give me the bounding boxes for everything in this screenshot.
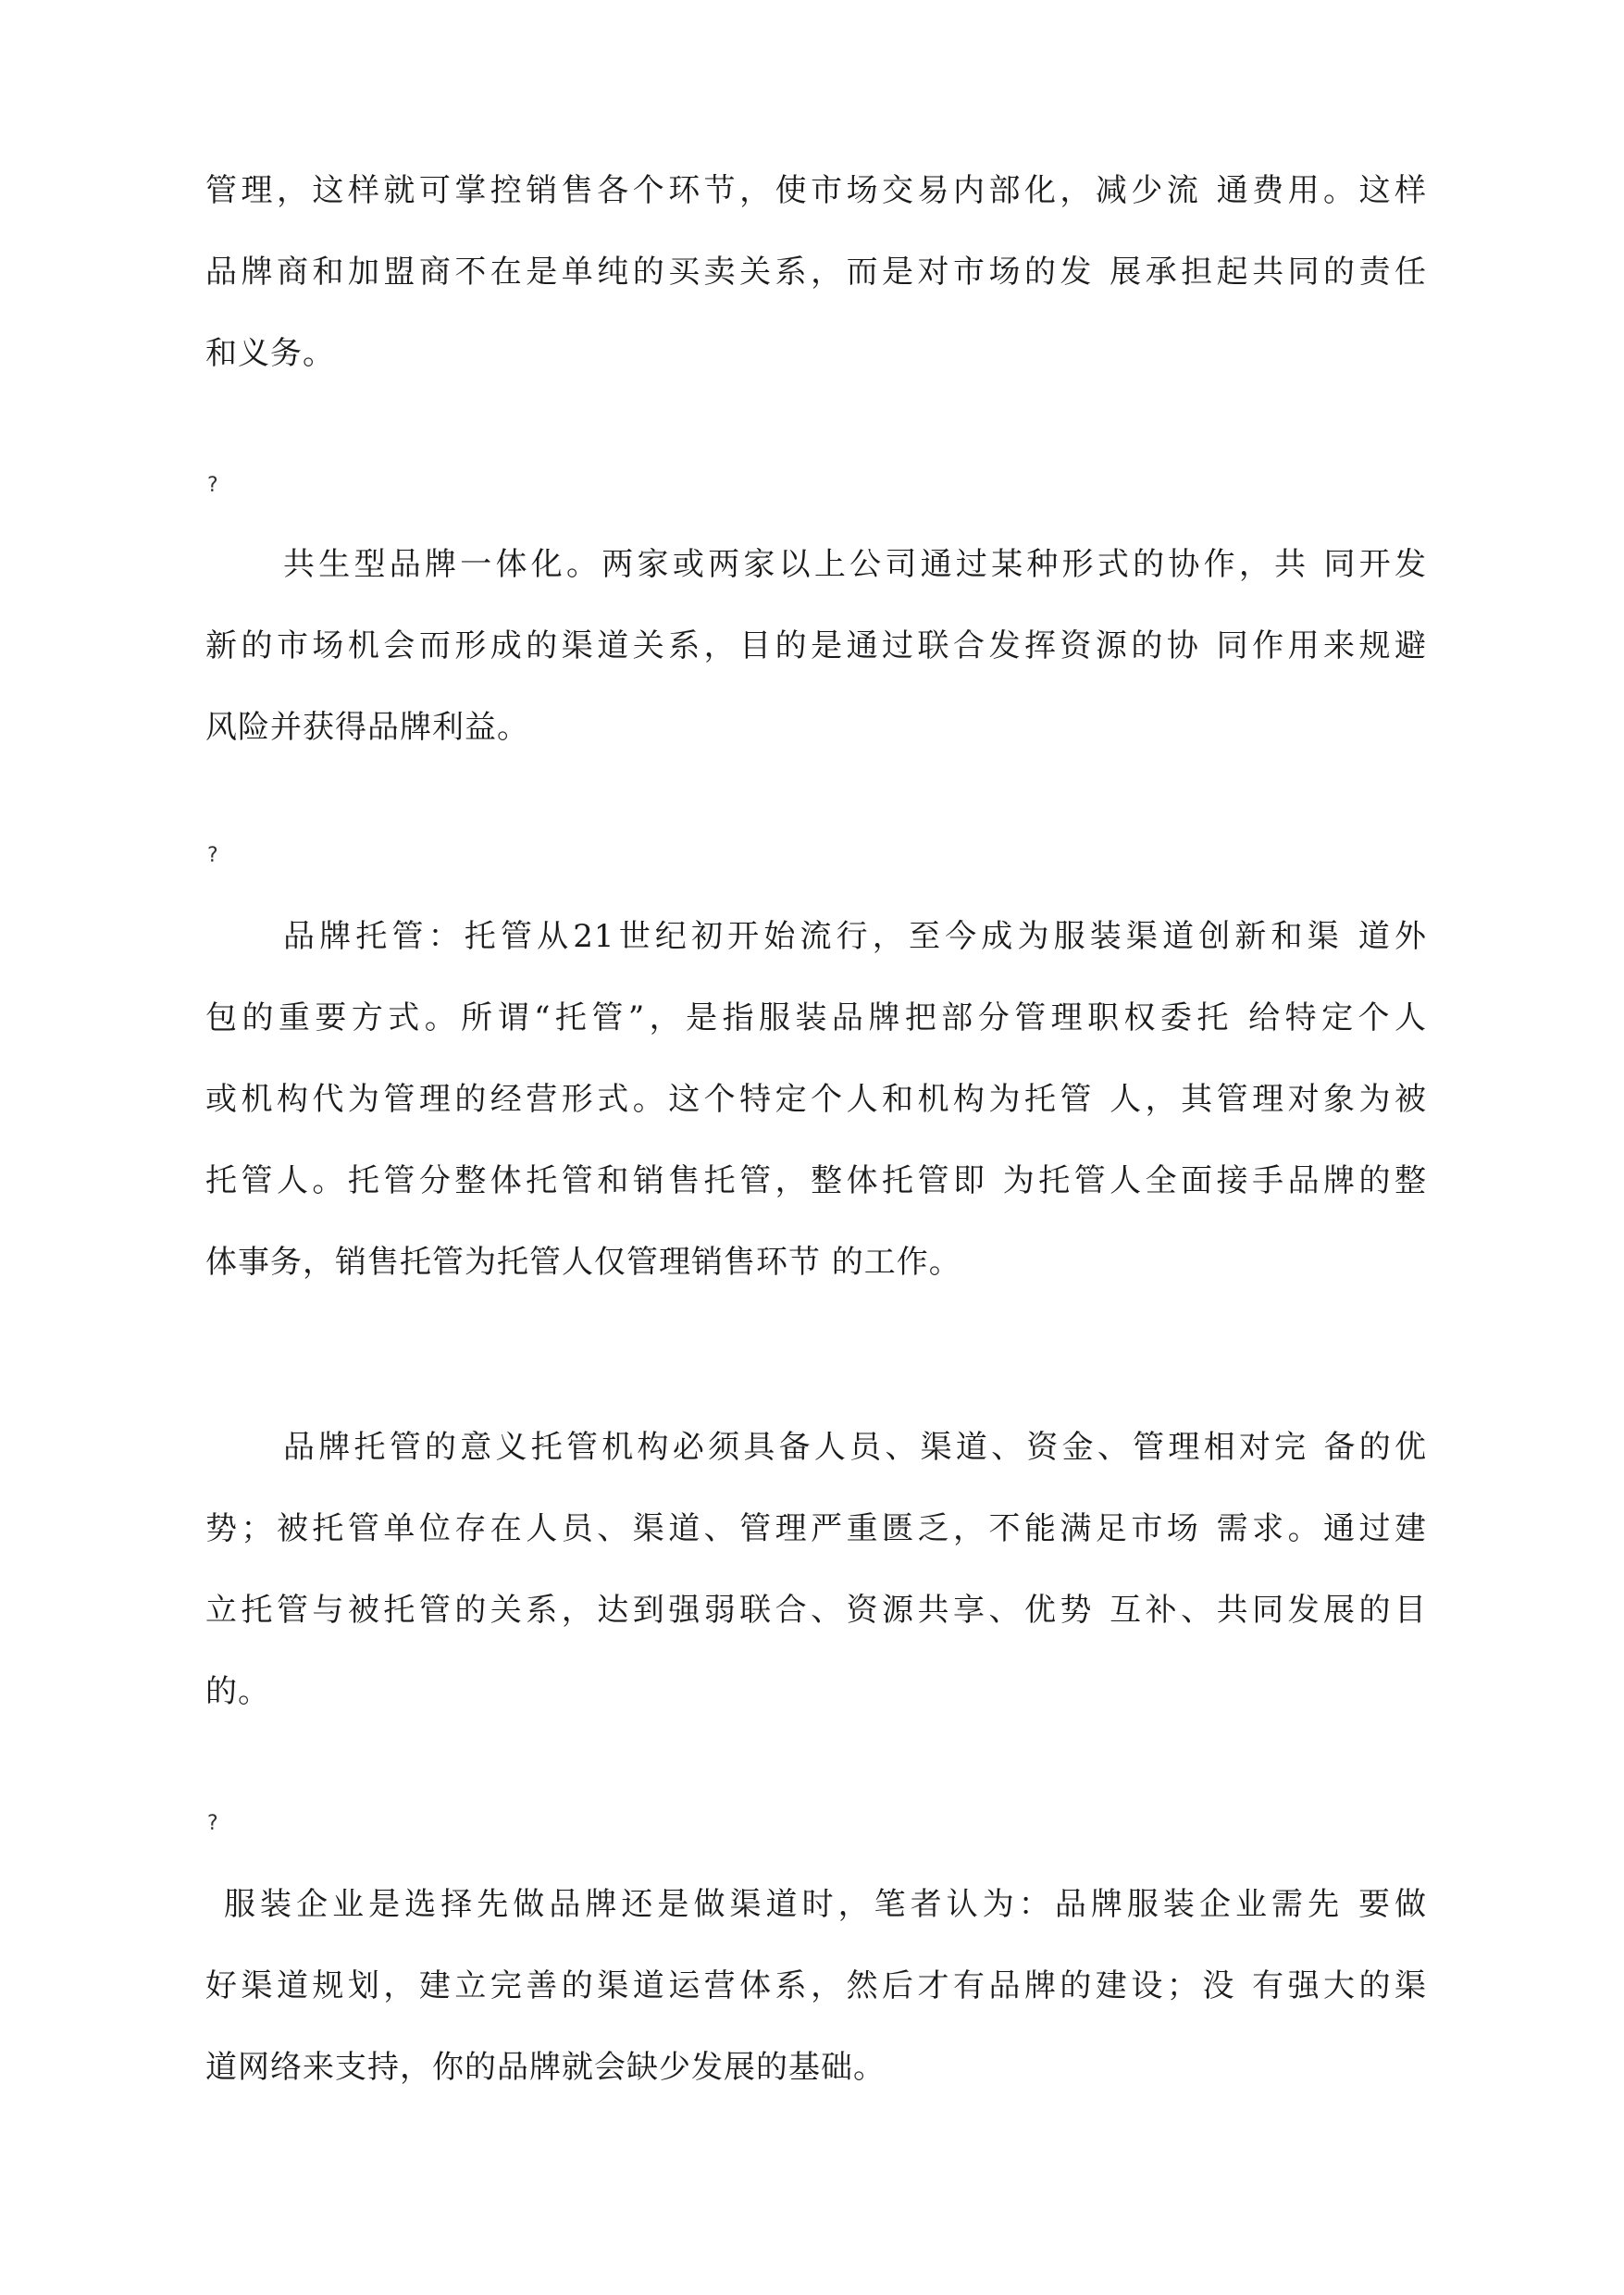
paragraph-line: 管理，这样就可掌控销售各个环节，使市场交易内部化，减少流 通费用。这样 bbox=[205, 172, 1427, 209]
paragraph-line: 服装企业是选择先做品牌还是做渠道时，笔者认为：品牌服装企业需先 要做 bbox=[224, 1886, 1427, 1923]
paragraph-line: 品牌托管：托管从21世纪初开始流行，至今成为服装渠道创新和渠 道外 bbox=[283, 918, 1427, 955]
paragraph-5 bbox=[205, 1864, 1427, 2108]
paragraph-3 bbox=[205, 896, 1427, 1303]
paragraph-line: 包的重要方式。所谓“托管”，是指服装品牌把部分管理职权委托 给特定个人 bbox=[205, 999, 1427, 1036]
missing-glyph-marker: ? bbox=[207, 844, 218, 867]
paragraph-line: 品牌商和加盟商不在是单纯的买卖关系，而是对市场的发 展承担起共同的责任 bbox=[205, 254, 1427, 291]
paragraph-line: 体事务，销售托管为托管人仅管理销售环节 的工作。 bbox=[205, 1244, 961, 1281]
missing-glyph-marker: ? bbox=[207, 1812, 218, 1835]
paragraph-line: 的。 bbox=[205, 1673, 270, 1710]
paragraph-line: 托管人。托管分整体托管和销售托管，整体托管即 为托管人全面接手品牌的整 bbox=[205, 1162, 1427, 1199]
paragraph-line: 品牌托管的意义托管机构必须具备人员、渠道、资金、管理相对完 备的优 bbox=[283, 1429, 1427, 1466]
paragraph-line: 共生型品牌一体化。两家或两家以上公司通过某种形式的协作，共 同开发 bbox=[283, 546, 1427, 583]
paragraph-line: 好渠道规划，建立完善的渠道运营体系，然后才有品牌的建设；没 有强大的渠 bbox=[205, 1967, 1427, 2004]
paragraph-line: 或机构代为管理的经营形式。这个特定个人和机构为托管 人，其管理对象为被 bbox=[205, 1081, 1427, 1118]
paragraph-4 bbox=[205, 1407, 1427, 1732]
paragraph-line: 新的市场机会而形成的渠道关系，目的是通过联合发挥资源的协 同作用来规避 bbox=[205, 627, 1427, 664]
paragraph-line: 风险并获得品牌利益。 bbox=[205, 709, 529, 746]
paragraph-line: 势；被托管单位存在人员、渠道、管理严重匮乏，不能满足市场 需求。通过建 bbox=[205, 1510, 1427, 1547]
paragraph-line: 和义务。 bbox=[205, 335, 335, 372]
paragraph-2 bbox=[205, 524, 1427, 768]
paragraph-line: 道网络来支持，你的品牌就会缺少发展的基础。 bbox=[205, 2049, 886, 2086]
paragraph-line: 立托管与被托管的关系，达到强弱联合、资源共享、优势 互补、共同发展的目 bbox=[205, 1592, 1427, 1629]
paragraph-1 bbox=[205, 150, 1427, 394]
missing-glyph-marker: ? bbox=[207, 474, 218, 497]
